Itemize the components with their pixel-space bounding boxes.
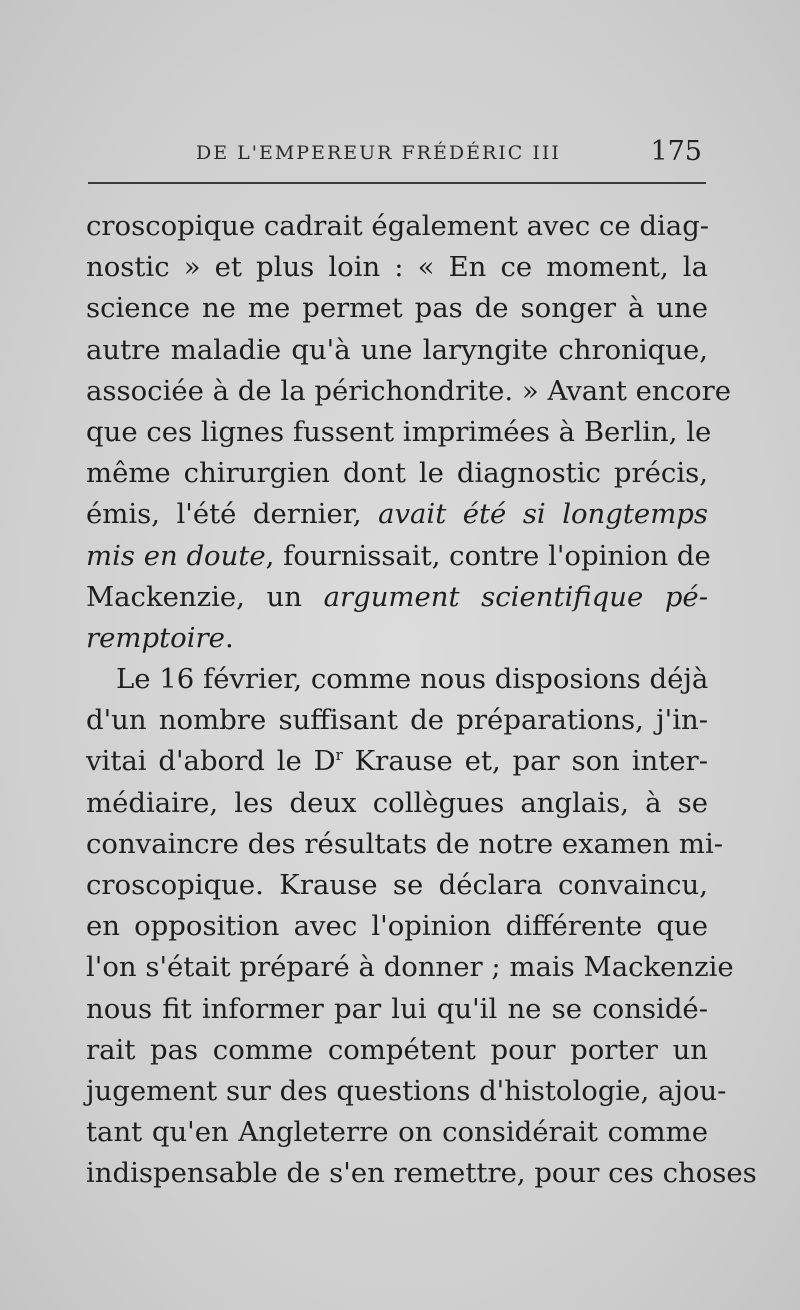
text-fragment: médiaire, les deux collègues anglais, à se bbox=[86, 786, 708, 819]
text-line bbox=[86, 1153, 757, 1194]
text-fragment: , fournissait, contre l'opinion de bbox=[265, 539, 711, 572]
header-rule bbox=[88, 182, 706, 184]
text-line bbox=[86, 371, 732, 412]
page-header bbox=[88, 136, 708, 176]
text-line bbox=[86, 783, 708, 824]
text-line bbox=[86, 577, 708, 618]
text-line bbox=[86, 947, 734, 988]
superscript: r bbox=[335, 746, 343, 765]
text-line bbox=[86, 618, 708, 659]
text-fragment: Krause et, par son inter- bbox=[342, 745, 708, 778]
text-fragment: nostic » et plus loin : « En ce moment, la bbox=[86, 251, 708, 284]
text-fragment: même chirurgien dont le diagnostic précis, bbox=[86, 457, 708, 490]
text-line bbox=[86, 659, 708, 700]
text-fragment: que ces lignes fussent imprimées à Berlin, le bbox=[86, 415, 712, 448]
text-line bbox=[86, 453, 708, 494]
text-line bbox=[86, 1112, 708, 1153]
text-line bbox=[86, 1071, 727, 1112]
text-fragment: jugement sur des questions d'histologie, ajou- bbox=[86, 1074, 727, 1107]
text-fragment: science ne me permet pas de songer à une bbox=[86, 292, 708, 325]
text-fragment: . bbox=[224, 621, 234, 654]
text-fragment: croscopique cadrait également avec ce diag- bbox=[86, 210, 710, 242]
text-fragment: autre maladie qu'à une laryngite chronique, bbox=[86, 333, 708, 366]
text-fragment: Le 16 février, comme nous disposions déjà bbox=[116, 663, 709, 696]
body-text bbox=[86, 206, 757, 1195]
page-number: 175 bbox=[650, 136, 702, 167]
text-line bbox=[86, 247, 708, 288]
text-fragment: nous fit informer par lui qu'il ne se considé- bbox=[86, 992, 708, 1025]
running-title: DE L'EMPEREUR FRÉDÉRIC III bbox=[196, 142, 561, 164]
italic-text: mis en doute bbox=[86, 539, 266, 572]
text-line bbox=[86, 865, 708, 906]
text-line bbox=[86, 288, 708, 329]
text-line bbox=[86, 824, 724, 865]
text-line bbox=[86, 741, 708, 782]
text-fragment: en opposition avec l'opinion différente que bbox=[86, 910, 708, 943]
text-fragment: tant qu'en Angleterre on considérait comme bbox=[86, 1116, 708, 1149]
text-line bbox=[86, 494, 708, 535]
text-line bbox=[86, 536, 711, 577]
text-fragment: indispensable de s'en remettre, pour ces choses bbox=[86, 1157, 757, 1190]
text-line bbox=[86, 412, 712, 453]
italic-text: remptoire bbox=[86, 621, 225, 654]
text-fragment: convaincre des résultats de notre examen mi- bbox=[86, 827, 724, 860]
text-fragment: croscopique. Krause se déclara convaincu, bbox=[86, 869, 708, 901]
text-fragment: associée à de la périchondrite. » Avant encore bbox=[86, 374, 732, 407]
text-line bbox=[86, 330, 708, 371]
text-line bbox=[86, 700, 708, 741]
text-fragment: l'on s'était préparé à donner ; mais Mackenzie bbox=[86, 951, 734, 984]
text-fragment: émis, l'été dernier, bbox=[86, 498, 379, 531]
text-line bbox=[86, 989, 708, 1030]
text-fragment: Mackenzie, un bbox=[86, 580, 324, 613]
text-fragment: vitai d'abord le D bbox=[86, 745, 336, 778]
italic-text: avait été si longtemps bbox=[378, 498, 708, 531]
text-fragment: rait pas comme compétent pour porter un bbox=[86, 1033, 708, 1066]
text-line bbox=[86, 1030, 708, 1071]
italic-text: argument scientifique pé- bbox=[323, 580, 708, 613]
text-line bbox=[86, 906, 708, 947]
text-fragment: d'un nombre suffisant de préparations, j'in- bbox=[86, 704, 708, 737]
text-line bbox=[86, 206, 708, 247]
